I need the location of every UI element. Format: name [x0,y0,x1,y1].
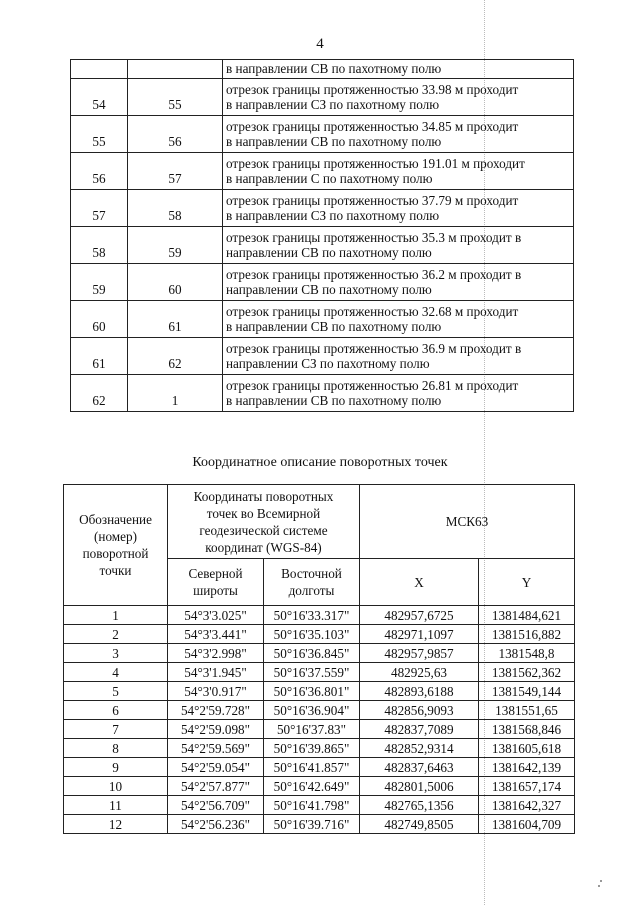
table-row [71,153,574,190]
scan-speck [598,885,600,887]
y-cell: 1381642,139 [479,758,575,777]
table-row [71,338,574,375]
description-cell [223,153,574,190]
description-line: отрезок границы протяженностью 191.01 м проходит [226,155,525,171]
from-cell: 60 [71,301,128,338]
x-cell: 482856,9093 [360,701,479,720]
from-cell: 58 [71,227,128,264]
longitude-cell: 50°16'41.798" [264,796,360,815]
description-line: в направлении СВ по пахотному полю [226,319,442,334]
latitude-cell: 54°2'59.054" [168,758,264,777]
x-cell: 482971,1097 [360,625,479,644]
header-wgs: Координаты поворотных точек во Всемирной геодезической системе координат (WGS-84) [168,485,360,559]
latitude-cell: 54°3'3.441" [168,625,264,644]
table-row [64,739,575,758]
longitude-cell: 50°16'39.865" [264,739,360,758]
header-lat: Северной широты [168,559,264,606]
to-cell: 59 [128,227,223,264]
x-cell: 482837,7089 [360,720,479,739]
from-cell: 62 [71,375,128,412]
longitude-cell: 50°16'33.317" [264,606,360,625]
x-cell: 482957,9857 [360,644,479,663]
description-cell [223,79,574,116]
to-cell: 57 [128,153,223,190]
longitude-cell: 50°16'41.857" [264,758,360,777]
y-cell: 1381604,709 [479,815,575,834]
page-number: 4 [316,36,324,52]
description-line: отрезок границы протяженностью 35.3 м проходит в [226,229,522,245]
table-row [71,301,574,338]
to-cell [128,60,223,79]
from-cell: 55 [71,116,128,153]
description-line: отрезок границы протяженностью 26.81 м проходит [226,377,519,393]
point-number-cell: 7 [64,720,168,739]
table-row [64,644,575,663]
table-row [71,190,574,227]
longitude-cell: 50°16'36.845" [264,644,360,663]
header-y: Y [479,559,575,606]
description-cell [223,190,574,227]
x-cell: 482852,9314 [360,739,479,758]
description-line: в направлении С по пахотному полю [226,171,433,186]
description-line: отрезок границы протяженностью 36.2 м проходит в [226,266,522,282]
table-row [71,375,574,412]
point-number-cell: 11 [64,796,168,815]
point-number-cell: 8 [64,739,168,758]
x-cell: 482893,6188 [360,682,479,701]
description-line: в направлении СВ по пахотному полю [226,134,442,149]
latitude-cell: 54°3'2.998" [168,644,264,663]
longitude-cell: 50°16'42.649" [264,777,360,796]
table-row [64,777,575,796]
x-cell: 482837,6463 [360,758,479,777]
from-cell: 57 [71,190,128,227]
description-line: направлении СВ по пахотному полю [226,245,432,260]
header-point: Обозначение (номер) поворотной точки [64,485,168,606]
to-cell: 61 [128,301,223,338]
coords-section-title: Координатное описание поворотных точек [192,455,448,470]
description-cell [223,375,574,412]
point-number-cell: 4 [64,663,168,682]
description-cell [223,227,574,264]
description-line: в направлении СВ по пахотному полю [226,393,442,408]
to-cell: 62 [128,338,223,375]
point-number-cell: 3 [64,644,168,663]
description-cell [223,264,574,301]
latitude-cell: 54°2'59.728" [168,701,264,720]
latitude-cell: 54°2'56.709" [168,796,264,815]
description-line: в направлении СЗ по пахотному полю [226,208,440,223]
table-row [64,663,575,682]
y-cell: 1381548,8 [479,644,575,663]
y-cell: 1381642,327 [479,796,575,815]
latitude-cell: 54°2'59.569" [168,739,264,758]
to-cell: 56 [128,116,223,153]
description-line: в направлении СЗ по пахотному полю [226,97,440,112]
longitude-cell: 50°16'37.559" [264,663,360,682]
description-line: направлении СЗ по пахотному полю [226,356,430,371]
table-row [64,701,575,720]
coordinates-table [63,484,575,834]
description-line: отрезок границы протяженностью 37.79 м проходит [226,192,519,208]
header-row [64,485,575,559]
latitude-cell: 54°2'57.877" [168,777,264,796]
table-row [64,682,575,701]
y-cell: 1381562,362 [479,663,575,682]
description-cell [223,301,574,338]
table-row [71,79,574,116]
description-line: отрезок границы протяженностью 33.98 м проходит [226,81,519,97]
point-number-cell: 10 [64,777,168,796]
point-number-cell: 1 [64,606,168,625]
y-cell: 1381551,65 [479,701,575,720]
to-cell: 1 [128,375,223,412]
description-line: отрезок границы протяженностью 32.68 м проходит [226,303,519,319]
longitude-cell: 50°16'36.904" [264,701,360,720]
point-number-cell: 9 [64,758,168,777]
latitude-cell: 54°3'3.025" [168,606,264,625]
y-cell: 1381516,882 [479,625,575,644]
latitude-cell: 54°3'0.917" [168,682,264,701]
latitude-cell: 54°2'56.236" [168,815,264,834]
header-x: X [360,559,479,606]
longitude-cell: 50°16'39.716" [264,815,360,834]
table-row [71,264,574,301]
table-row [64,625,575,644]
description-cell [223,338,574,375]
point-number-cell: 2 [64,625,168,644]
x-cell: 482925,63 [360,663,479,682]
y-cell: 1381484,621 [479,606,575,625]
longitude-cell: 50°16'37.83" [264,720,360,739]
point-number-cell: 6 [64,701,168,720]
latitude-cell: 54°3'1.945" [168,663,264,682]
y-cell: 1381549,144 [479,682,575,701]
y-cell: 1381605,618 [479,739,575,758]
scan-speck [600,880,602,882]
from-cell: 61 [71,338,128,375]
x-cell: 482765,1356 [360,796,479,815]
table-row [64,796,575,815]
from-cell [71,60,128,79]
table-row [71,227,574,264]
description-cell [223,60,574,79]
description-line: отрезок границы протяженностью 36.9 м проходит в [226,340,522,356]
x-cell: 482749,8505 [360,815,479,834]
table-row [71,116,574,153]
table-row [64,758,575,777]
header-lon: Восточной долготы [264,559,360,606]
table-row [64,606,575,625]
y-cell: 1381657,174 [479,777,575,796]
header-msk: МСК63 [360,485,575,559]
from-cell: 59 [71,264,128,301]
table-row [71,60,574,79]
to-cell: 60 [128,264,223,301]
x-cell: 482801,5006 [360,777,479,796]
from-cell: 54 [71,79,128,116]
description-line: направлении СВ по пахотному полю [226,282,432,297]
segments-table [70,59,574,412]
longitude-cell: 50°16'36.801" [264,682,360,701]
point-number-cell: 5 [64,682,168,701]
description-cell [223,116,574,153]
y-cell: 1381568,846 [479,720,575,739]
x-cell: 482957,6725 [360,606,479,625]
table-row [64,720,575,739]
latitude-cell: 54°2'59.098" [168,720,264,739]
description-line: в направлении СВ по пахотному полю [226,61,442,77]
from-cell: 56 [71,153,128,190]
description-line: отрезок границы протяженностью 34.85 м проходит [226,118,519,134]
table-row [64,815,575,834]
to-cell: 55 [128,79,223,116]
point-number-cell: 12 [64,815,168,834]
longitude-cell: 50°16'35.103" [264,625,360,644]
to-cell: 58 [128,190,223,227]
